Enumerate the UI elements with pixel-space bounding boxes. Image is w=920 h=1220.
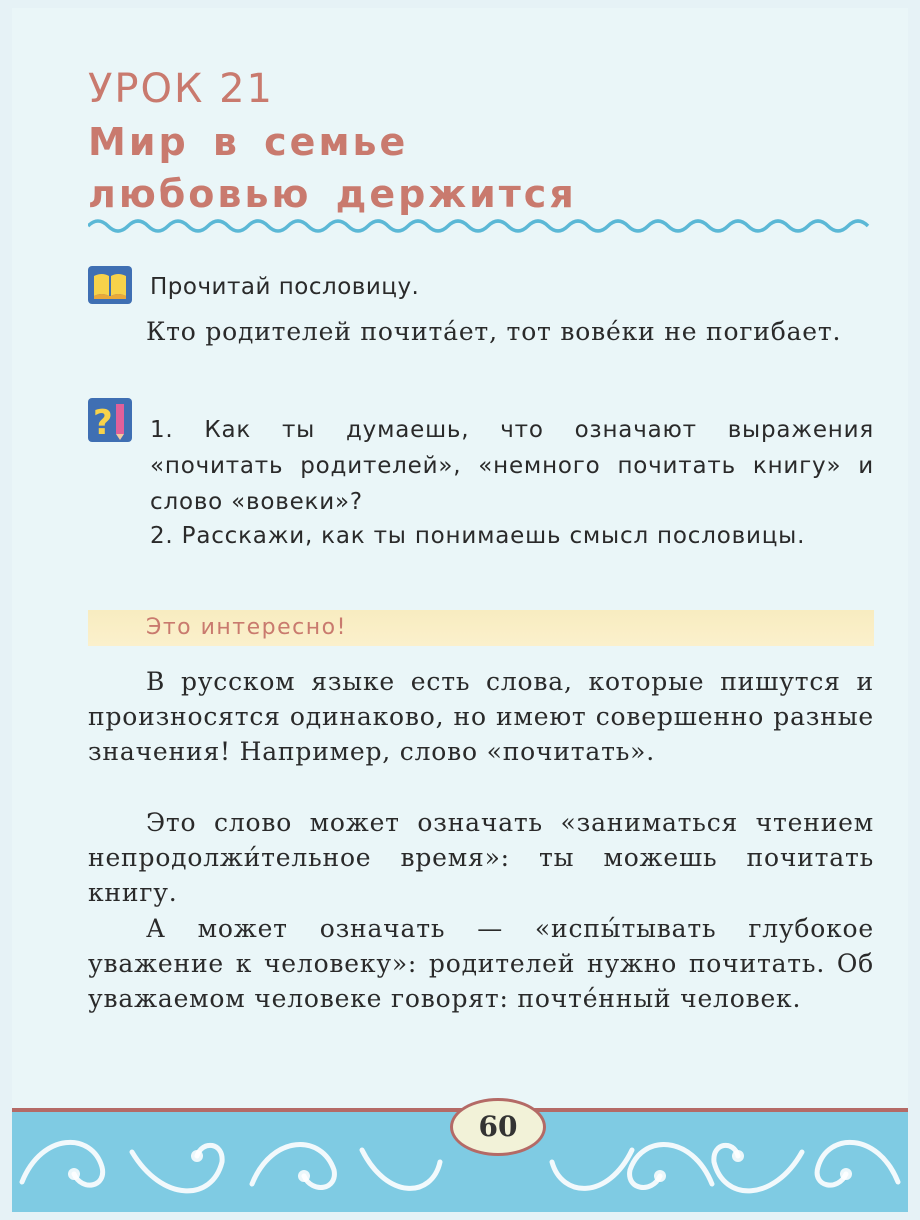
interesting-paragraph: В русском языке есть слова, которые пишутся и произносятся одинаково, но имеют совершенно разные значения! Например, слово «почитать». xyxy=(88,667,874,766)
interesting-paragraph: А может означать — «испы́тывать глубокое уважение к человеку»: родителей нужно почитать. Об уважаемом человеке говорят: почте́нный человек. xyxy=(88,914,874,1013)
lesson-number: УРОК 21 xyxy=(88,66,274,112)
page-number-badge xyxy=(450,1098,546,1156)
interesting-paragraph: Это слово может означать «заниматься чтением непродолжи́тельное время»: ты можешь почитать книгу. xyxy=(88,808,874,907)
read-instruction: Прочитай пословицу. xyxy=(150,274,420,300)
textbook-page xyxy=(12,8,908,1212)
interesting-banner xyxy=(88,610,874,646)
book-icon xyxy=(88,266,132,304)
proverb-text: Кто родителей почита́ет, тот вове́ки не погибает. xyxy=(146,317,842,346)
page-number: 60 xyxy=(478,1110,518,1143)
question-1: 1. Как ты думаешь, что означают выражения «почитать родителей», «немного почитать книгу» и слово «вовеки»? xyxy=(150,417,874,515)
lesson-title-line1: Мир в семье xyxy=(88,120,409,164)
interesting-heading: Это интересно! xyxy=(146,615,347,640)
question-pencil-icon xyxy=(88,398,132,442)
question-2: 2. Расскажи, как ты понимаешь смысл пословицы. xyxy=(150,523,806,549)
lesson-title xyxy=(88,116,577,220)
wave-divider xyxy=(88,214,878,238)
svg-text:?: ? xyxy=(93,403,113,442)
lesson-title-line2: любовью держится xyxy=(88,172,577,216)
